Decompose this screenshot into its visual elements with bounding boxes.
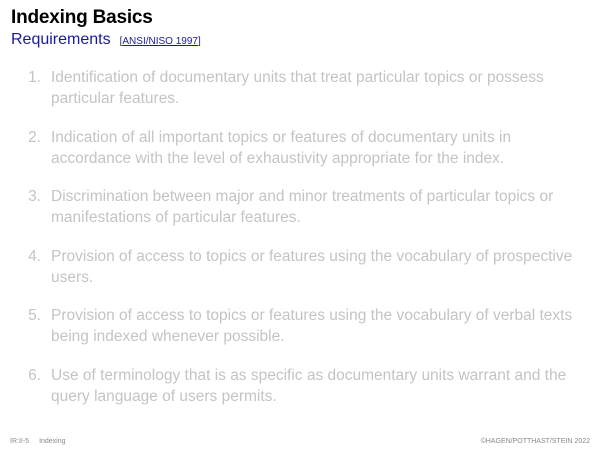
footer-section: Indexing [39, 438, 66, 445]
requirement-text: Indication of all important topics or features of documentary units in accordance with the level of exhaustivity appropriate for the index. [51, 128, 512, 167]
requirement-text: Use of terminology that is as specific as documentary units warrant and the query language of users permits. [51, 366, 567, 405]
subtitle-row [11, 30, 201, 50]
citation-link[interactable]: ANSI/NISO 1997 [122, 36, 198, 47]
requirement-item-5 [20, 305, 585, 347]
requirement-item-2 [20, 127, 585, 169]
requirement-number: 2. [28, 128, 41, 146]
requirement-text: Provision of access to topics or features using the vocabulary of verbal texts being indexed whenever possible. [51, 307, 573, 345]
requirement-number: 4. [28, 247, 41, 265]
citation-close-bracket: ] [197, 36, 201, 47]
requirement-item-3 [20, 186, 585, 228]
requirement-text: Discrimination between major and minor treatments of particular topics or manifestations of particular features. [51, 188, 554, 226]
slide-subtitle: Requirements [11, 31, 111, 48]
footer-left [10, 438, 66, 445]
requirement-item-1 [20, 67, 585, 109]
requirement-item-6 [20, 365, 585, 407]
requirement-number: 3. [28, 188, 41, 205]
requirement-number: 6. [28, 366, 41, 384]
footer-page-id: IR:II-5 [10, 438, 30, 445]
requirement-text: Provision of access to topics or features using the vocabulary of prospective users. [51, 247, 573, 286]
requirement-number: 1. [28, 69, 41, 86]
footer-copyright: ©HAGEN/POTTHAST/STEIN 2022 [480, 438, 590, 445]
requirement-text: Identification of documentary units that treat particular topics or possess particular features. [51, 69, 544, 107]
citation-open-bracket: [ [119, 36, 123, 47]
requirement-number: 5. [28, 307, 41, 324]
citation [120, 36, 201, 48]
slide-title: Indexing Basics [11, 7, 153, 28]
requirements-list [20, 67, 585, 424]
requirement-item-4 [20, 246, 585, 288]
